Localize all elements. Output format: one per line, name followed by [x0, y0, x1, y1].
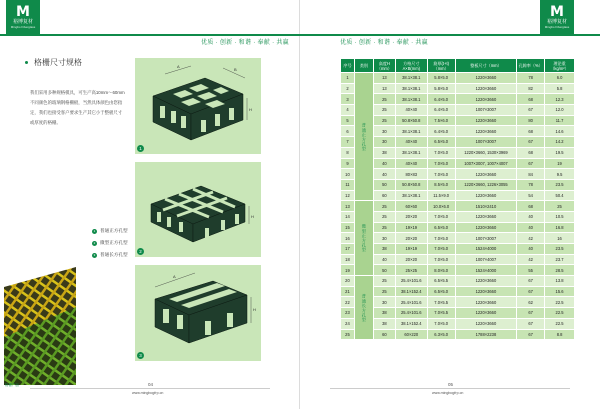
table-cell: 1220×3660: [455, 190, 517, 201]
table-cell: 1510×2410: [455, 201, 517, 212]
spec-table-body: [341, 73, 575, 340]
table-cell: 24: [341, 318, 355, 329]
table-cell: 5.8: [545, 83, 575, 94]
grating-diagram-mini: [135, 162, 261, 257]
grating-rect-drawing: [135, 265, 261, 361]
table-cell: 38.1×38.1: [395, 94, 427, 105]
table-cell: 30: [373, 297, 395, 308]
table-cell: 38: [373, 308, 395, 319]
dim-b-label: B: [234, 67, 237, 72]
panel-number-2: 2: [137, 248, 144, 255]
table-row: [341, 222, 575, 233]
table-cell: 14.6: [545, 126, 575, 137]
table-cell: 1220×3660: [455, 276, 517, 287]
legend-label: 普通正方孔型: [100, 228, 128, 233]
dim-a-label-3: A: [173, 274, 176, 279]
table-cell: 1220×3660: [455, 94, 517, 105]
table-row: [341, 233, 575, 244]
table-cell: 67: [517, 137, 545, 148]
table-cell: 7.0×5.0: [427, 158, 455, 169]
table-cell: 30: [373, 126, 395, 137]
table-cell: 67: [517, 308, 545, 319]
table-cell: 67: [517, 276, 545, 287]
table-cell: 8: [341, 147, 355, 158]
slogan-right: 优质 · 创新 · 和谐 · 奉献 · 共赢: [340, 40, 428, 46]
table-cell: 80: [517, 115, 545, 126]
table-cell: 1524×4000: [455, 265, 517, 276]
table-row: [341, 115, 575, 126]
table-cell: 12: [341, 190, 355, 201]
legend-item-3: [92, 252, 128, 258]
table-cell: 8.5×5.0: [427, 179, 455, 190]
table-cell: 1007×3007: [455, 233, 517, 244]
grating-diagram-rect: [135, 265, 261, 361]
table-row: [341, 329, 575, 340]
table-cell: 1524×4000: [455, 244, 517, 255]
table-cell: 25: [373, 222, 395, 233]
table-cell: 82: [517, 83, 545, 94]
table-cell: 25: [373, 286, 395, 297]
table-cell: 42: [517, 233, 545, 244]
table-cell: 19: [341, 265, 355, 276]
slogan: 优质 · 创新 · 和谐 · 奉献 · 共赢: [201, 40, 289, 46]
table-cell: 40: [373, 158, 395, 169]
table-row: [341, 105, 575, 116]
table-cell: 1220×3660: [455, 318, 517, 329]
table-cell: 62: [517, 297, 545, 308]
table-cell: 6.0: [545, 73, 575, 84]
logo-cn: 裕博复材: [12, 19, 33, 25]
table-cell: 23: [341, 308, 355, 319]
table-cell: 67: [517, 329, 545, 340]
table-cell: 25×25: [395, 265, 427, 276]
logo-en: Mingbo Fiberglass: [10, 25, 36, 29]
table-cell: 38: [373, 318, 395, 329]
footer-rule-right: [330, 388, 570, 389]
table-cell: 15.6: [545, 286, 575, 297]
table-cell: 10: [341, 169, 355, 180]
table-row: [341, 211, 575, 222]
table-cell: 5.8×5.0: [427, 83, 455, 94]
col-header: 高度H（mm）: [373, 59, 395, 73]
table-cell: 7.0×5.0: [427, 233, 455, 244]
panel-number-1: 1: [137, 145, 144, 152]
table-cell: 20×20: [395, 254, 427, 265]
table-row: [341, 73, 575, 84]
footer-url-right: www.mingbogfrp.cn: [432, 391, 464, 395]
table-cell: 38: [373, 244, 395, 255]
brand-logo: [6, 0, 40, 34]
table-cell: 6.5×5.0: [427, 137, 455, 148]
table-row: [341, 276, 575, 287]
table-cell: 5.8×5.0: [427, 73, 455, 84]
table-row: [341, 201, 575, 212]
table-cell: 17: [341, 244, 355, 255]
table-cell: 1220×3660: [455, 222, 517, 233]
table-cell: 50.8×50.8: [395, 115, 427, 126]
table-cell: 6.3×5.0: [427, 329, 455, 340]
table-cell: 14: [341, 211, 355, 222]
table-cell: 30: [373, 233, 395, 244]
table-cell: 23.7: [545, 254, 575, 265]
table-cell: 25.4×101.6: [395, 276, 427, 287]
category-cell: 微型正方孔型: [354, 201, 373, 276]
table-cell: 12.0: [545, 105, 575, 116]
table-cell: 30: [373, 137, 395, 148]
table-cell: 68: [517, 201, 545, 212]
table-cell: 1220×3660: [455, 115, 517, 126]
table-cell: 10.5: [545, 211, 575, 222]
table-cell: 50.8×50.8: [395, 179, 427, 190]
brand-logo-right: [540, 0, 574, 34]
table-cell: 7.0×5.0: [427, 147, 455, 158]
table-cell: 78: [517, 73, 545, 84]
table-cell: 13: [373, 83, 395, 94]
table-cell: 38.1×38.1: [395, 190, 427, 201]
header-rule: [0, 34, 300, 36]
table-cell: 9.5: [545, 169, 575, 180]
table-cell: 1220×3660: [455, 297, 517, 308]
table-cell: 19.5: [545, 147, 575, 158]
table-cell: 40×40: [395, 158, 427, 169]
table-cell: 1007×3007, 1007×4007: [455, 158, 517, 169]
table-row: [341, 265, 575, 276]
table-cell: 25: [373, 201, 395, 212]
legend-dot-icon: 1: [93, 228, 96, 233]
header-rule-right: [300, 34, 600, 36]
panel-number-3: 3: [137, 352, 144, 359]
table-cell: 80×83: [395, 169, 427, 180]
table-cell: 18: [341, 254, 355, 265]
table-cell: 14.2: [545, 137, 575, 148]
logo-mark: M: [16, 4, 30, 20]
table-cell: 84: [517, 169, 545, 180]
table-cell: 7: [341, 137, 355, 148]
table-row: [341, 126, 575, 137]
table-cell: 25.4×101.6: [395, 297, 427, 308]
footer-tag: 格栅产品: [5, 383, 19, 387]
table-cell: 16.8: [545, 222, 575, 233]
table-cell: 78: [517, 179, 545, 190]
table-cell: 21: [341, 286, 355, 297]
table-cell: 60: [373, 329, 395, 340]
table-row: [341, 83, 575, 94]
page-number-right: 05: [448, 382, 454, 387]
legend-label: 微型正方孔型: [100, 240, 128, 245]
table-cell: 7.0×5.0: [427, 211, 455, 222]
table-row: [341, 137, 575, 148]
table-cell: 9: [341, 158, 355, 169]
logo-cn-right: 裕博复材: [546, 19, 567, 25]
table-cell: 67: [517, 105, 545, 116]
table-cell: 6.4×5.0: [427, 94, 455, 105]
table-cell: 38.1×38.1: [395, 83, 427, 94]
table-cell: 7.0×5.0: [427, 169, 455, 180]
table-cell: 20×20: [395, 233, 427, 244]
legend-label: 普通长方孔型: [100, 252, 128, 257]
legend-dot-icon: 2: [93, 240, 96, 245]
table-cell: 15: [341, 222, 355, 233]
table-row: [341, 308, 575, 319]
table-cell: 38.1×152.4: [395, 318, 427, 329]
table-cell: 1220×3660, 1226×3055: [455, 179, 517, 190]
spec-table: [340, 58, 575, 340]
table-cell: 12.3: [545, 94, 575, 105]
table-cell: 6: [341, 126, 355, 137]
table-cell: 25.4×101.6: [395, 308, 427, 319]
table-cell: 67: [517, 318, 545, 329]
table-row: [341, 158, 575, 169]
table-row: [341, 254, 575, 265]
table-cell: 40: [373, 254, 395, 265]
table-cell: 7.5×6.0: [427, 115, 455, 126]
table-cell: 25: [373, 115, 395, 126]
grating-photo: [4, 267, 76, 385]
footer-url-left: www.mingbogfrp.cn: [132, 391, 164, 395]
table-cell: 25: [373, 94, 395, 105]
table-cell: 28.5: [545, 265, 575, 276]
table-row: [341, 94, 575, 105]
table-cell: 1220×3660: [455, 126, 517, 137]
table-cell: 25: [373, 105, 395, 116]
legend-dot-icon: 3: [93, 252, 96, 257]
table-cell: 60×220: [395, 329, 427, 340]
table-cell: 10.0×6.0: [427, 201, 455, 212]
table-cell: 50: [373, 265, 395, 276]
table-cell: 19×19: [395, 222, 427, 233]
table-cell: 1220×3660: [455, 169, 517, 180]
grating-square-drawing: [135, 58, 261, 154]
table-cell: 7.0×5.5: [427, 297, 455, 308]
category-cell: 普通正方孔型: [354, 73, 373, 201]
table-cell: 1220×3660: [455, 83, 517, 94]
table-cell: 25: [373, 211, 395, 222]
grating-photo-image: [4, 267, 76, 385]
table-cell: 1007×4007: [455, 254, 517, 265]
table-cell: 25: [373, 276, 395, 287]
table-cell: 23.5: [545, 244, 575, 255]
table-cell: 5: [341, 115, 355, 126]
table-row: [341, 190, 575, 201]
table-cell: 7.0×5.0: [427, 254, 455, 265]
logo-en-right: Mingbo Fiberglass: [544, 25, 570, 29]
table-cell: 50: [373, 179, 395, 190]
col-header: 序号: [341, 59, 355, 73]
table-cell: 40×40: [395, 137, 427, 148]
col-header: 整板尺寸（mm）: [455, 59, 517, 73]
table-cell: 40×40: [395, 105, 427, 116]
col-header: 筋厚(t+t) （mm）: [427, 59, 455, 73]
table-cell: 60×60: [395, 201, 427, 212]
footer-rule: [30, 388, 270, 389]
table-cell: 68: [517, 126, 545, 137]
table-cell: 8.8: [545, 329, 575, 340]
table-cell: 42: [517, 254, 545, 265]
table-cell: 40: [517, 211, 545, 222]
table-row: [341, 147, 575, 158]
table-cell: 38.1×38.1: [395, 126, 427, 137]
table-cell: 20×20: [395, 211, 427, 222]
table-cell: 38.1×38.1: [395, 73, 427, 84]
table-row: [341, 179, 575, 190]
table-cell: 19×19: [395, 244, 427, 255]
table-row: [341, 286, 575, 297]
table-cell: 60: [373, 190, 395, 201]
table-cell: 19: [545, 158, 575, 169]
table-cell: 11.5×9.0: [427, 190, 455, 201]
table-row: [341, 318, 575, 329]
table-cell: 1: [341, 73, 355, 84]
table-cell: 40: [517, 244, 545, 255]
table-cell: 22.5: [545, 308, 575, 319]
dim-a-label: A: [177, 64, 180, 69]
table-cell: 6.5×5.5: [427, 276, 455, 287]
table-cell: 6.4×5.0: [427, 105, 455, 116]
table-cell: 25: [341, 329, 355, 340]
table-cell: 7.0×5.0: [427, 244, 455, 255]
table-cell: 3: [341, 94, 355, 105]
category-cell: 普通长方孔型: [354, 276, 373, 340]
table-cell: 23.5: [545, 179, 575, 190]
table-cell: 25: [545, 201, 575, 212]
table-cell: 11: [341, 179, 355, 190]
table-cell: 50.4: [545, 190, 575, 201]
table-cell: 68: [517, 94, 545, 105]
table-cell: 1220×3660: [455, 286, 517, 297]
dim-h-label: H: [249, 107, 252, 112]
table-cell: 68: [517, 147, 545, 158]
table-cell: 40: [373, 169, 395, 180]
bullet-icon: [25, 61, 28, 64]
table-cell: 38.1×38.1: [395, 147, 427, 158]
table-cell: 1007×3007: [455, 137, 517, 148]
table-cell: 6.5×5.0: [427, 222, 455, 233]
table-cell: 22.5: [545, 318, 575, 329]
table-cell: 13.8: [545, 276, 575, 287]
table-cell: 67: [517, 286, 545, 297]
dim-h-label-2: H: [251, 214, 254, 219]
table-cell: 22.5: [545, 297, 575, 308]
table-cell: 6.4×5.0: [427, 126, 455, 137]
logo-mark-right: M: [550, 4, 564, 20]
table-cell: 8.0×5.0: [427, 265, 455, 276]
table-cell: 22: [341, 297, 355, 308]
col-header: 理论重 （kg/m²）: [545, 59, 575, 73]
col-header: 类别: [354, 59, 373, 73]
table-cell: 20: [341, 276, 355, 287]
section-title: [25, 57, 82, 68]
dim-h-label-3: H: [253, 307, 256, 312]
section-title-text: 格栅尺寸规格: [34, 58, 82, 67]
table-cell: 1220×3660, 1530×3969: [455, 147, 517, 158]
table-cell: 7.0×5.0: [427, 318, 455, 329]
table-cell: 67: [517, 158, 545, 169]
table-cell: 54: [517, 190, 545, 201]
table-cell: 38: [373, 147, 395, 158]
table-cell: 1007×3007: [455, 105, 517, 116]
table-cell: 13: [341, 201, 355, 212]
description-text: 我们采用多种规格模具，可生产高10mm～60mm不同颜色的玻璃钢格栅板，当然具体颜色由您指定，我们也接受客户要求生产其它小于整板尺寸或厚度的格栅。: [30, 90, 125, 125]
table-cell: 1220×3660: [455, 73, 517, 84]
col-header: 孔隙率（%）: [517, 59, 545, 73]
table-cell: 2: [341, 83, 355, 94]
col-header: 方格尺寸 A×B(mm): [395, 59, 427, 73]
table-cell: 40: [517, 222, 545, 233]
grating-diagram-square: [135, 58, 261, 154]
table-cell: 1220×3660: [455, 308, 517, 319]
table-cell: 4: [341, 105, 355, 116]
table-cell: 16: [545, 233, 575, 244]
table-cell: 6.5×5.0: [427, 286, 455, 297]
table-row: [341, 169, 575, 180]
legend-item-2: [92, 240, 128, 246]
table-cell: 55: [517, 265, 545, 276]
grating-mini-drawing: [135, 162, 261, 257]
table-cell: 13: [373, 73, 395, 84]
table-cell: 16: [341, 233, 355, 244]
table-cell: 11.7: [545, 115, 575, 126]
table-cell: 1220×3660: [455, 211, 517, 222]
table-cell: 38.1×152.4: [395, 286, 427, 297]
legend-item-1: [92, 228, 128, 234]
table-cell: 1788×2238: [455, 329, 517, 340]
spec-table-header: [341, 59, 575, 73]
table-row: [341, 244, 575, 255]
table-cell: 7.0×5.5: [427, 308, 455, 319]
page-number-left: 04: [148, 382, 154, 387]
table-row: [341, 297, 575, 308]
